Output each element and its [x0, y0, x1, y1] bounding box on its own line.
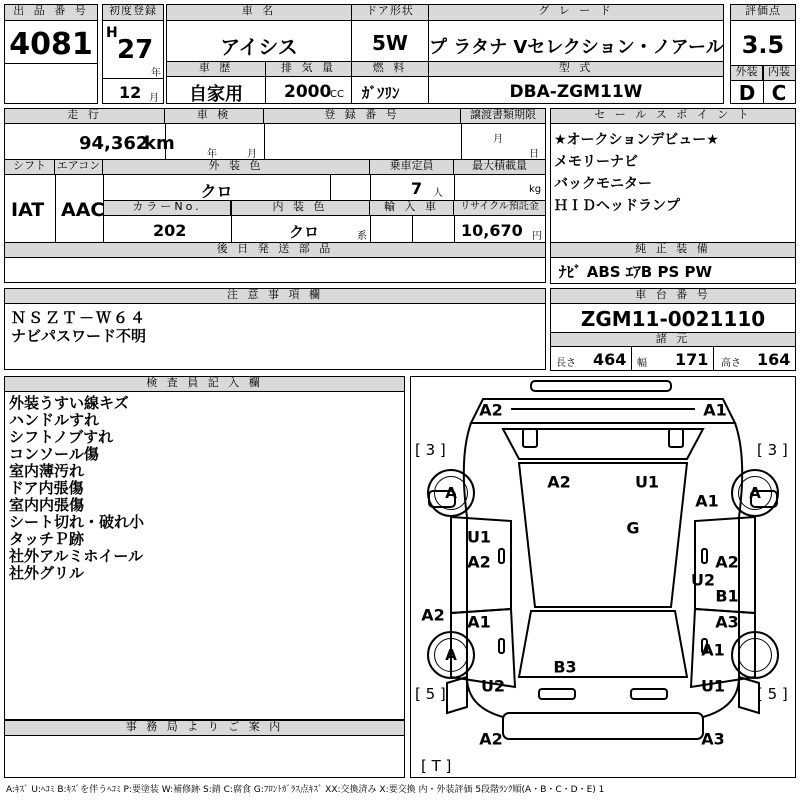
damage-mark: A3	[715, 612, 739, 632]
damage-mark: A1	[703, 400, 727, 420]
damage-mark: A2	[467, 552, 491, 572]
sales-points-label: セ ー ル ス ポ イ ン ト	[551, 109, 795, 124]
model-name: アイシス	[220, 35, 298, 59]
wheel-rear-right	[731, 631, 779, 679]
mileage-unit: km	[144, 133, 175, 154]
width: 171	[675, 350, 709, 369]
displacement-unit: CC	[330, 89, 344, 100]
capacity-unit: 人	[433, 188, 443, 199]
damage-mark: A1	[467, 612, 491, 632]
inspector-item: ハンドルすれ	[9, 411, 100, 429]
bracket-t: [ T ]	[421, 757, 452, 775]
registration-no-label: 登 録 番 号	[264, 109, 461, 124]
car-diagram	[410, 376, 796, 778]
chassis-number: ZGM11-0021110	[580, 307, 766, 331]
bracket-3-left: [ 3 ]	[415, 441, 446, 459]
inspector-item: 室内薄汚れ	[9, 462, 85, 480]
inspector-item: 社外アルミホイール	[9, 547, 144, 565]
interior-color-unit: 系	[357, 231, 367, 242]
inspection-month-unit: 月	[247, 149, 257, 160]
inspection-year-unit: 年	[207, 149, 217, 160]
inspector-label: 検 査 員 記 入 欄	[5, 377, 404, 392]
interior-color-label: 内 装 色	[231, 201, 370, 216]
door-label: ドア形状	[352, 5, 428, 21]
notes-label: 注 意 事 項 欄	[5, 289, 545, 304]
era: H	[106, 25, 118, 41]
transfer-deadline-label: 譲渡書類期限	[461, 109, 545, 124]
recycle-unit: 円	[532, 231, 542, 242]
damage-mark: A1	[701, 640, 725, 660]
capacity: 7	[411, 179, 423, 198]
equipment: ﾅﾋﾞ ABS ｴｱB PS PW	[559, 263, 713, 281]
wheel-front-right	[731, 469, 779, 517]
door-box	[351, 4, 429, 62]
color-no-label: カラーNo.	[104, 201, 231, 216]
damage-mark: A2	[421, 605, 445, 625]
inspector-item: 社外グリル	[9, 564, 85, 582]
later-parts-label: 後 日 発 送 部 品	[5, 243, 545, 258]
wheel-front-right-mark: A	[738, 476, 772, 510]
width-label: 幅	[637, 358, 647, 369]
inspector-item: シート切れ・破れ小	[9, 513, 145, 531]
damage-mark: B3	[553, 657, 577, 677]
interior-color: クロ	[289, 223, 320, 241]
chassis-label: 車 台 番 号	[551, 289, 795, 304]
damage-mark: U1	[700, 676, 726, 696]
height-label: 高さ	[721, 358, 741, 369]
first-registration-box	[102, 4, 164, 104]
damage-mark: A2	[547, 472, 571, 492]
height: 164	[757, 350, 791, 369]
length-label: 長さ	[556, 358, 576, 369]
vehicle-info-box	[4, 108, 546, 283]
note-line: ＮＳＺＴ－Ｗ６４	[11, 309, 148, 327]
interior-label: 内装	[763, 66, 795, 81]
fuel-box	[351, 61, 429, 104]
transfer-day-unit: 日	[529, 149, 539, 160]
damage-mark: G	[626, 518, 640, 538]
import-label: 輸 入 車	[370, 201, 454, 216]
wheel-rear-left-mark: A	[434, 638, 468, 672]
damage-mark: U1	[634, 472, 660, 492]
wheel-front-left-mark: A	[434, 476, 468, 510]
bracket-3-right: [ 3 ]	[757, 441, 788, 459]
length: 464	[593, 350, 627, 369]
inspector-item: ドア内張傷	[9, 479, 84, 497]
legend: A:ｷｽﾞ U:ﾍｺﾐ B:ｷｽﾞを伴うﾍｺﾐ P:要塗装 W:補修跡 S:錆 C:腐食 G:ﾌﾛﾝﾄｶﾞﾗｽ点ｷｽﾞ XX:交換済み X:要交換 内・外装評価 5段階ﾗﾝｸ順(A・B・C・D・E) 1	[6, 785, 605, 795]
color-label: 外 装 色	[103, 160, 370, 175]
mileage-label: 走 行	[5, 109, 165, 124]
inspector-item: 外装うすい線キズ	[9, 394, 129, 412]
model-type: DBA-ZGM11W	[509, 82, 643, 102]
car-outline	[411, 377, 795, 777]
score-box	[730, 4, 796, 104]
grade-box	[428, 4, 724, 62]
color-number: 202	[153, 221, 187, 240]
wheel-rear-left	[427, 631, 475, 679]
score-label: 評価点	[731, 5, 795, 21]
damage-mark: U2	[690, 570, 716, 590]
wheel-front-left	[427, 469, 475, 517]
grade: プ ラタナ Vセレクション・ノアール	[429, 37, 724, 58]
lot-number-label: 出 品 番 号	[5, 5, 97, 21]
interior-grade: C	[771, 81, 787, 105]
fuel: ｶﾞｿﾘﾝ	[362, 84, 400, 102]
transfer-month-unit: 月	[493, 134, 503, 145]
type-box	[428, 61, 724, 104]
registration-year: 27	[117, 35, 154, 65]
displacement: 2000	[284, 82, 332, 102]
inspector-item: タッチＰ跡	[9, 530, 85, 548]
damage-mark: A2	[479, 400, 503, 420]
fuel-label: 燃 料	[352, 62, 428, 77]
damage-mark: A2	[715, 552, 739, 572]
ac-label: エアコン	[55, 160, 103, 175]
model-box	[166, 4, 352, 62]
sales-point-item: メモリーナビ	[554, 154, 638, 170]
inspector-box	[4, 376, 405, 720]
exterior-grade: D	[738, 81, 756, 105]
bracket-5-right: [ 5 ]	[757, 685, 788, 703]
load-label: 最大積載量	[454, 160, 545, 175]
first-registration-label: 初度登録	[103, 5, 163, 21]
damage-mark: A3	[701, 729, 725, 749]
lot-number-box	[4, 4, 98, 104]
office-label: 事 務 局 よ り ご 案 内	[5, 721, 404, 736]
note-line: ナビパスワード不明	[11, 327, 147, 345]
bracket-5-left: [ 5 ]	[415, 685, 446, 703]
shift: IAT	[11, 199, 45, 221]
registration-month: 12	[119, 83, 142, 102]
capacity-label: 乗車定員	[370, 160, 454, 175]
chassis-box	[550, 288, 796, 371]
damage-mark: A1	[695, 491, 719, 511]
grade-label: グ レ ー ド	[429, 5, 723, 21]
inspector-item: 室内内張傷	[9, 496, 85, 514]
office-box	[4, 720, 405, 778]
lot-number: 4081	[9, 27, 93, 62]
load-unit: kg	[529, 184, 542, 195]
month-unit: 月	[149, 93, 159, 104]
equipment-label: 純 正 装 備	[551, 243, 795, 258]
door-type: 5W	[372, 31, 408, 55]
exterior-color: クロ	[200, 182, 233, 201]
inspector-item: コンソール傷	[9, 445, 99, 463]
notes-box	[4, 288, 546, 370]
shift-label: シフト	[5, 160, 55, 175]
displacement-label: 排 気 量	[266, 62, 351, 77]
sales-points-box	[550, 108, 796, 284]
type-label: 型 式	[429, 62, 723, 77]
history-label: 車 歴	[167, 62, 265, 77]
history-box	[166, 61, 266, 104]
displacement-box	[265, 61, 352, 104]
recycle-label: リサイクル預託金	[454, 201, 545, 216]
inspection-label: 車 検	[165, 109, 264, 124]
sales-point-item: ★オークションデビュー★	[554, 132, 719, 148]
sales-point-item: バックモニター	[554, 176, 652, 192]
model-label: 車 名	[167, 5, 351, 21]
damage-mark: U2	[480, 676, 506, 696]
air-conditioner: AAC	[61, 199, 105, 221]
recycle-fee: 10,670	[461, 221, 523, 240]
damage-mark: B1	[715, 586, 739, 606]
score: 3.5	[741, 31, 785, 59]
history: 自家用	[189, 84, 243, 105]
inspector-item: シフトノブすれ	[9, 428, 114, 446]
exterior-label: 外装	[731, 66, 763, 81]
specs-label: 諸 元	[551, 333, 795, 347]
damage-mark: A2	[479, 729, 503, 749]
sales-point-item: ＨＩＤヘッドランプ	[554, 198, 680, 214]
mileage: 94,362	[79, 133, 149, 154]
damage-mark: U1	[466, 527, 492, 547]
year-unit: 年	[151, 68, 161, 79]
